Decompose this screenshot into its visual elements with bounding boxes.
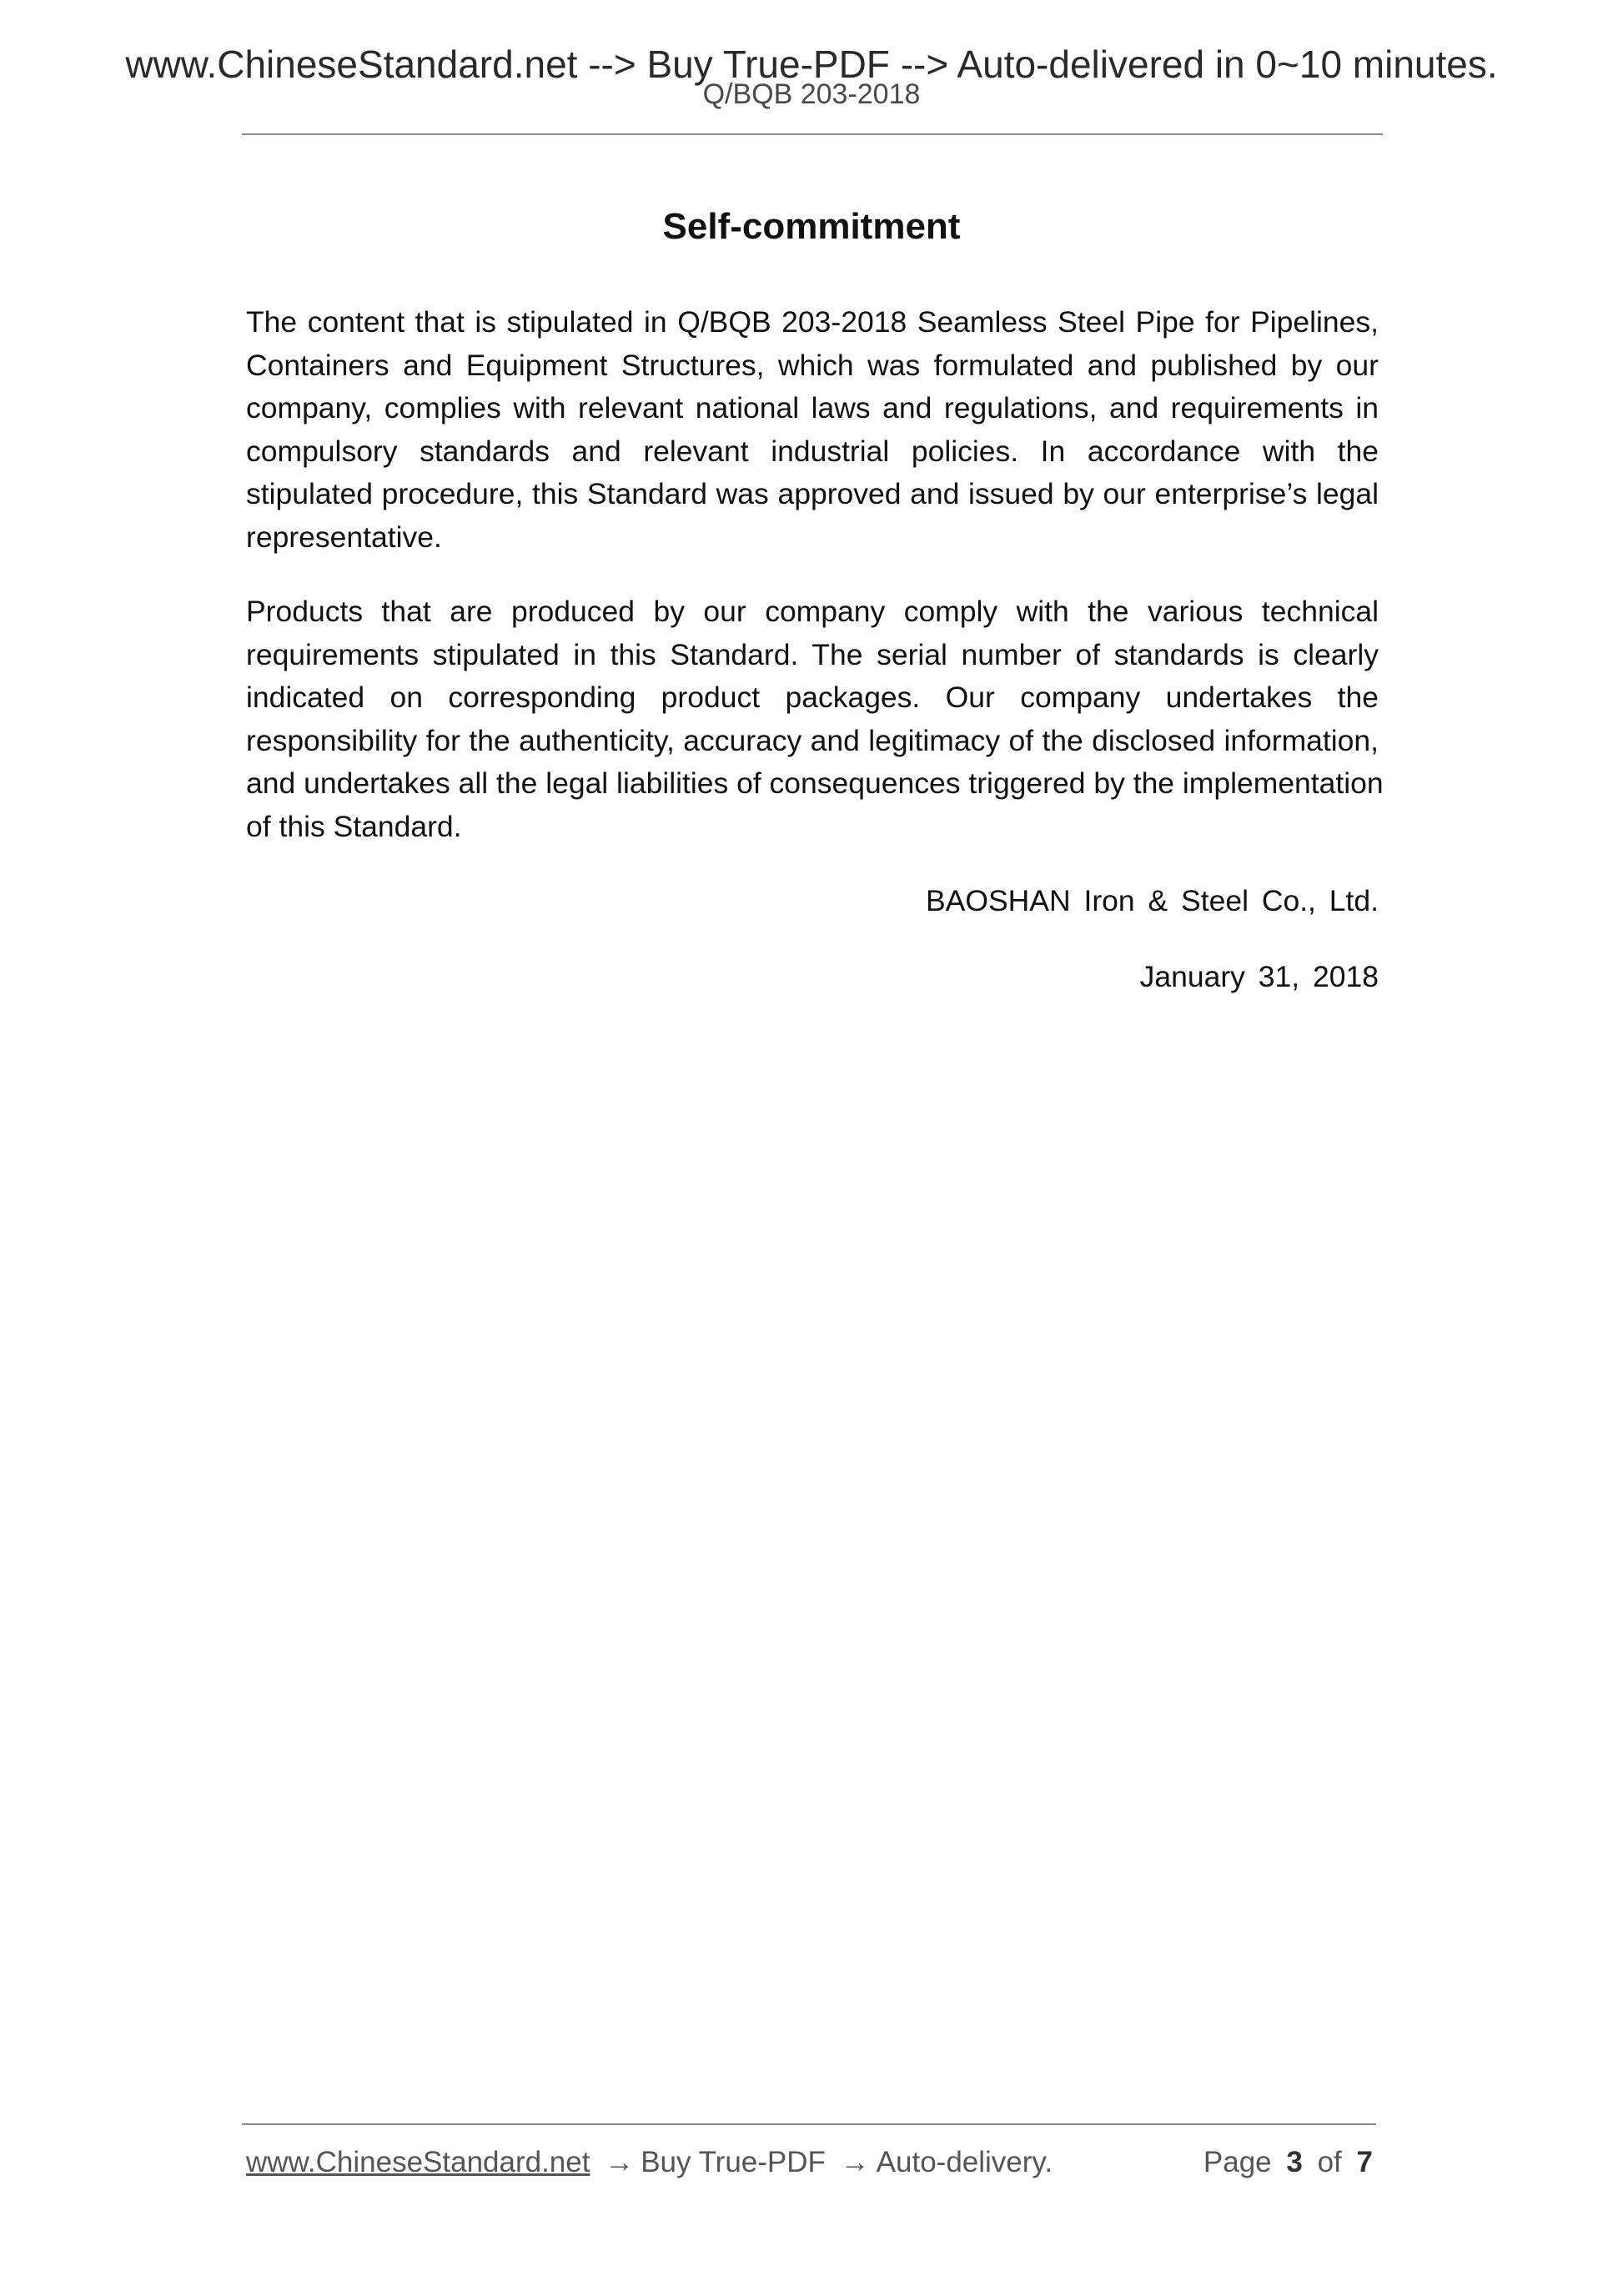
paragraph-2 <box>246 590 1384 848</box>
paragraph-line: stipulated procedure, this Standard was approved and issued by our enterprise’s legal <box>246 477 1379 510</box>
paragraph-line: compulsory standards and relevant industrial policies. In accordance with the <box>246 434 1379 468</box>
footer-buy-text: Buy True-PDF <box>641 2146 826 2178</box>
paragraph-line: of this Standard. <box>246 809 462 843</box>
signature-date: January 31, 2018 <box>1139 960 1379 993</box>
page-title: Self-commitment <box>662 206 961 247</box>
footer-site-link[interactable]: www.ChineseStandard.net <box>246 2146 590 2178</box>
paragraph-line: representative. <box>246 520 442 554</box>
footer-divider <box>242 2123 1376 2125</box>
page-indicator <box>1203 2144 1373 2181</box>
top-banner[interactable]: www.ChineseStandard.net --> Buy True-PDF --> Auto-delivered in 0~10 minutes. <box>125 43 1498 86</box>
page-label: Page <box>1203 2146 1272 2178</box>
footer-delivery-text: Auto-delivery. <box>876 2146 1053 2178</box>
arrow-right-icon: → <box>840 2146 870 2178</box>
paragraph-line: requirements stipulated in this Standard. The serial number of standards is clearly <box>246 637 1379 671</box>
signature-company: BAOSHAN Iron & Steel Co., Ltd. <box>926 884 1379 917</box>
paragraph-line: company, complies with relevant national laws and regulations, and requirements in <box>246 391 1379 425</box>
total-pages: 7 <box>1356 2146 1373 2178</box>
paragraph-1 <box>246 301 1379 559</box>
arrow-right-icon: → <box>605 2146 635 2178</box>
header-divider <box>242 133 1383 135</box>
paragraph-line: The content that is stipulated in Q/BQB 203-2018 Seamless Steel Pipe for Pipelines, <box>246 305 1379 339</box>
paragraph-line: Products that are produced by our company comply with the various technical <box>246 595 1379 628</box>
page-number: 3 <box>1286 2146 1303 2178</box>
of-label: of <box>1317 2146 1342 2178</box>
footer-promo <box>246 2144 1053 2181</box>
paragraph-line: indicated on corresponding product packages. Our company undertakes the <box>246 681 1379 714</box>
paragraph-line: Containers and Equipment Structures, which was formulated and published by our <box>246 348 1379 382</box>
document-code: Q/BQB 203-2018 <box>702 78 921 110</box>
paragraph-line: and undertakes all the legal liabilities of consequences triggered by the implementation <box>246 766 1384 800</box>
paragraph-line: responsibility for the authenticity, accuracy and legitimacy of the disclosed information, <box>246 723 1379 757</box>
